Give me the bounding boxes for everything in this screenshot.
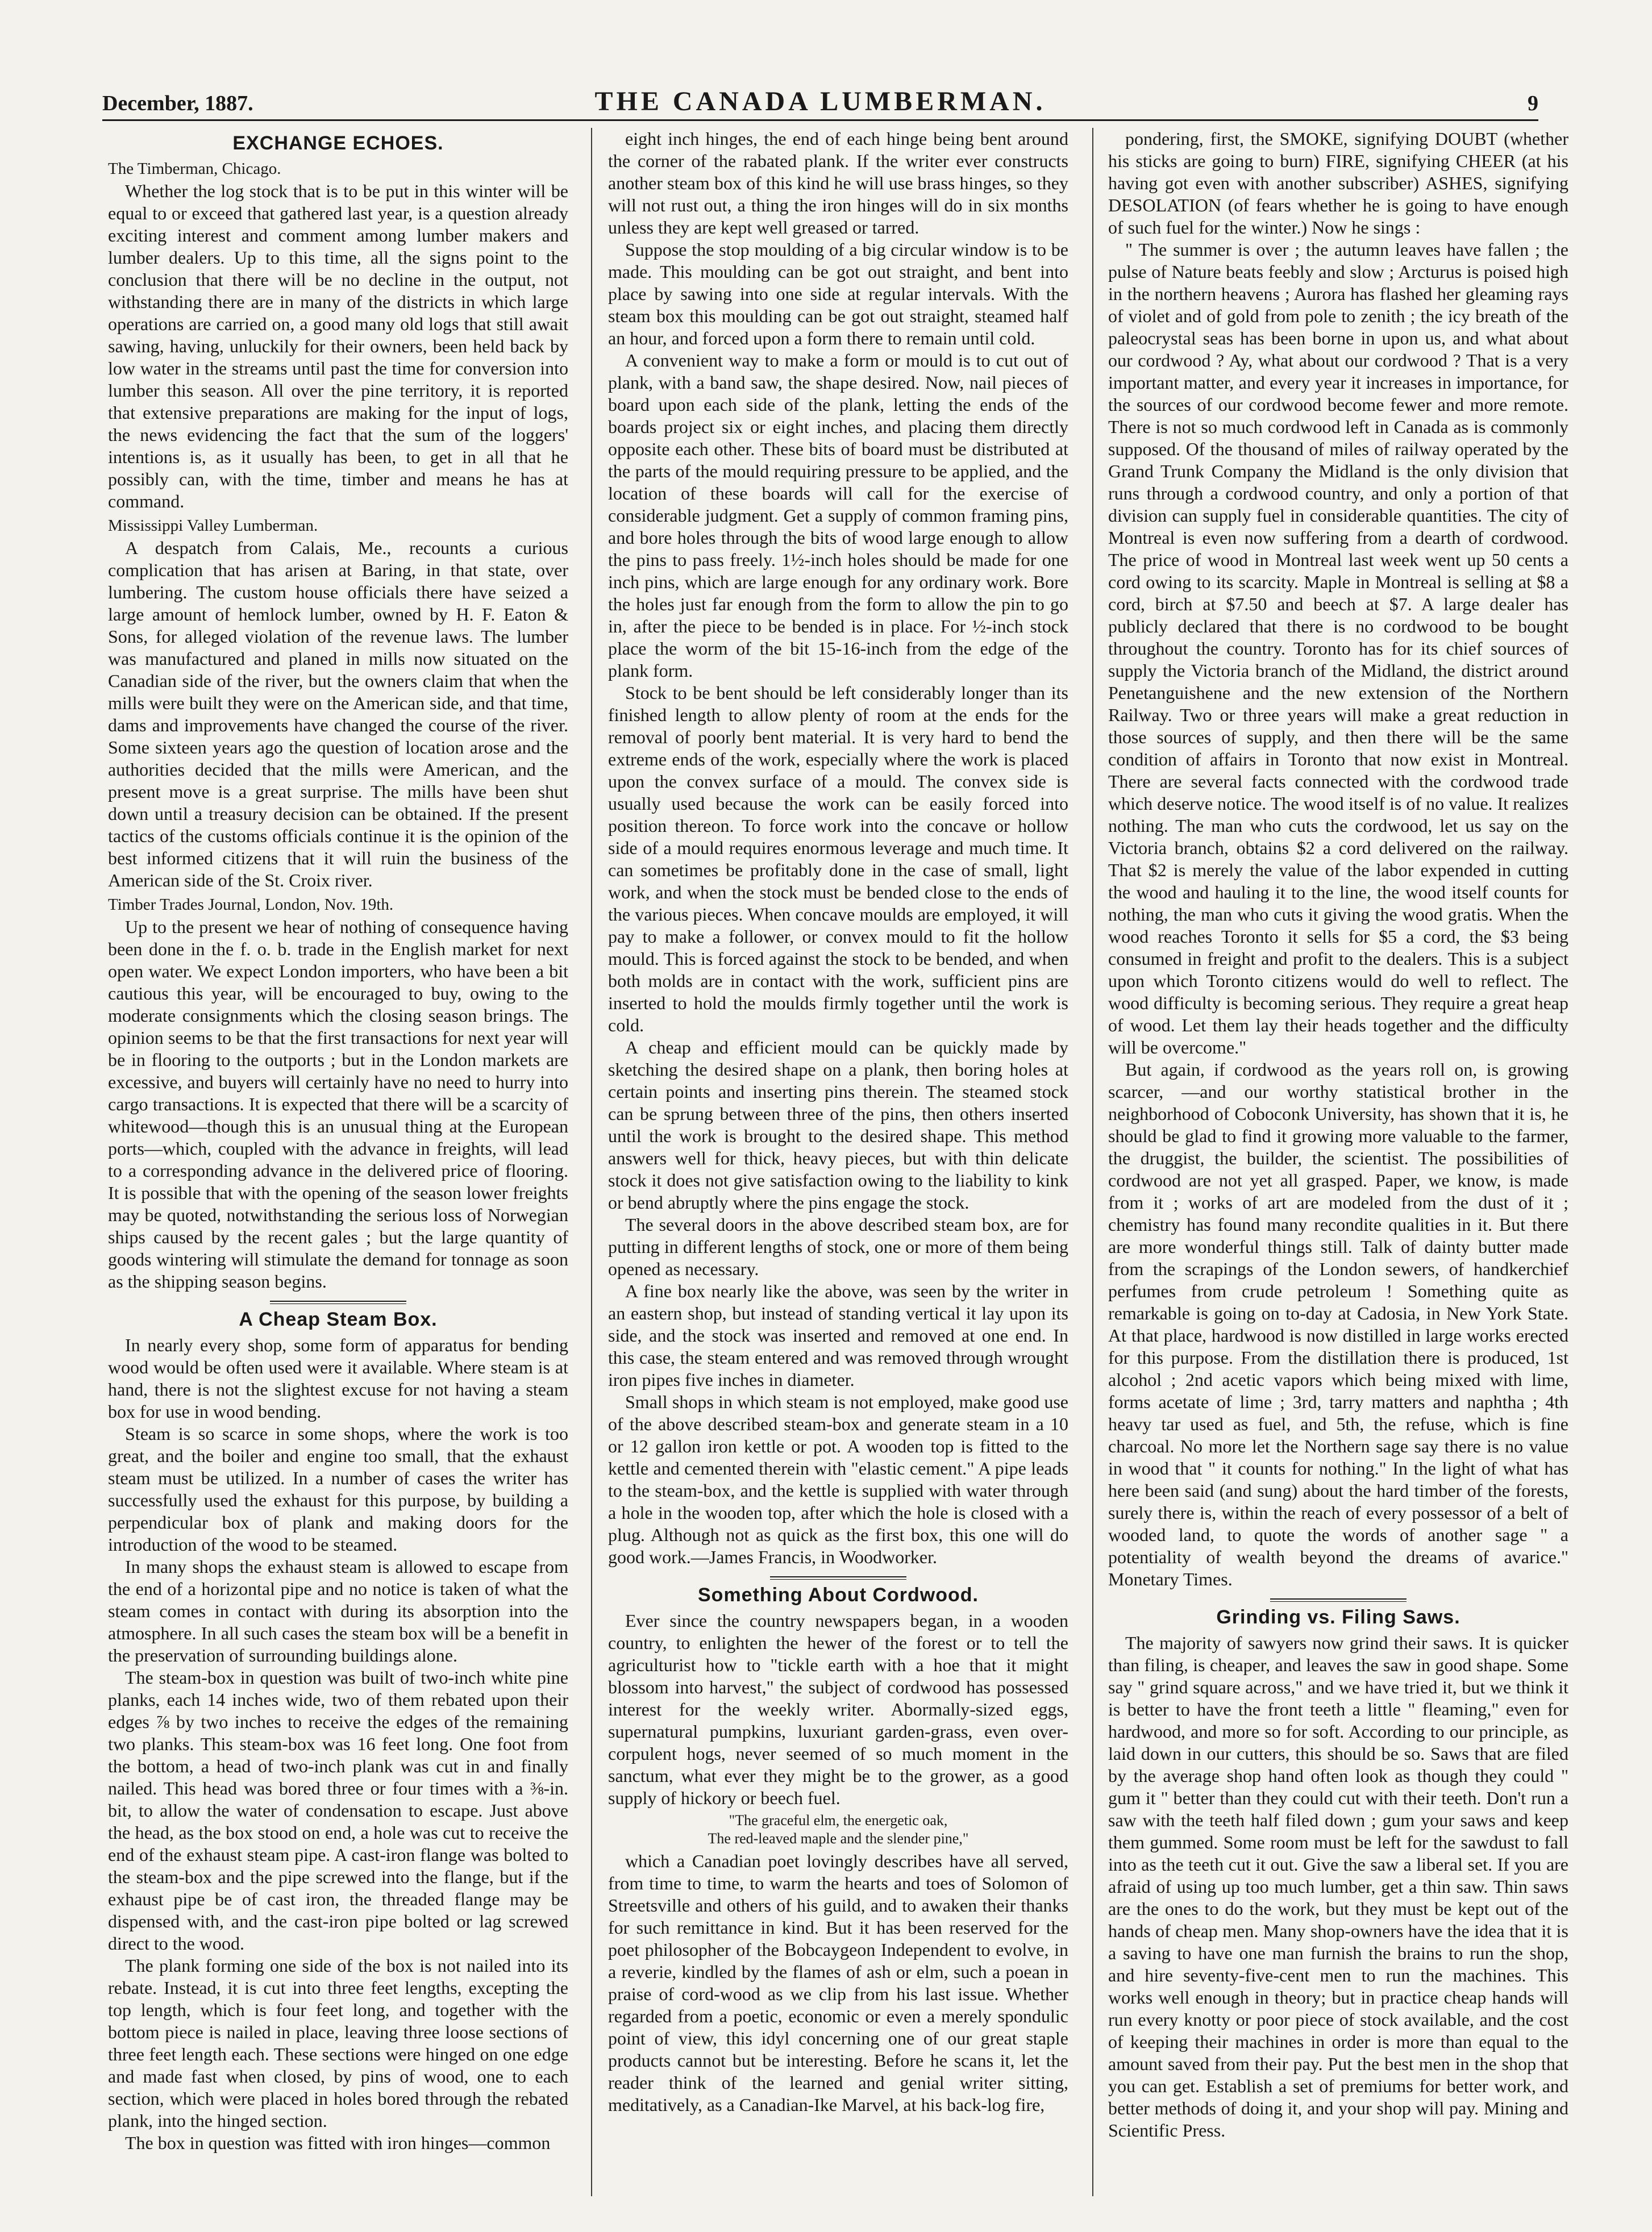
paragraph: pondering, first, the SMOKE, signifying DOUBT (whether his sticks are going to burn) FIRE, signifying CHEER (at his having got even with another subscriber) ASHES, signifying DESOLATION (of fears whether he is going to have enough of such fuel for the winter.) Now he sings :	[1108, 128, 1568, 238]
paragraph: Stock to be bent should be left considerably longer than its finished length to allow plenty of room at the ends for the removal of poorly bent material. It is very hard to bend the extreme ends of the work, especially where the work is placed upon the convex surface of a mould. The convex side is usually used because the work can be easily forced into position thereon. To force work into the concave or hollow side of a mould requires enormous leverage and much time. It can sometimes be profitably done in the case of small, light work, and when the stock must be bended close to the ends of the various pieces. When concave moulds are employed, it will pay to make a follower, or convex mould to fit the hollow mould. This is forced against the stock to be bended, and when both molds are in contact with the work, sufficient pins are inserted to hold the moulds firmly together until the work is cold.	[608, 682, 1068, 1035]
paragraph: The majority of sawyers now grind their saws. It is quicker than filing, is cheaper, and leaves the saw in good shape. Some say " grind square across," and we have tried it, but we think it is better to have the front teeth a little " fleaming," even for hardwood, and more so for soft. According to our principle, as laid down in our cutters, this should be so. Saws that are filed by the average shop hand often look as though they could " gum it " better than they could cut with their teeth. Don't run a saw with the teeth half filed down ; gum your saws and keep them gummed. Some room must be left for the sawdust to fall into as the teeth cut it out. Give the saw a liberal set. If you are afraid of using up too much lumber, get a thin saw. Thin saws are the ones to do the work, but they must be kept out of the hands of cheap men. Many shop-owners have the idea that it is a saving to have one man furnish the brains to run the shop, and hire seventy-five-cent men to run the machines. This works well enough in theory; but in practice cheap hands will run every knotty or poor piece of stock available, and the cost of keeping their machines in order is more than equal to the amount saved from their pay. Put the best men in the shop that you can get. Establish a set of premiums for better work, and better methods of doing it, and your shop will pay. Mining and Scientific Press.	[1108, 1633, 1568, 2141]
paragraph: eight inch hinges, the end of each hinge being bent around the corner of the rabated plank. If the writer ever constructs another steam box of this kind he will use brass hinges, so they will not rust out, a thing the iron hinges will do in six months unless they are kept well greased or tarred.	[608, 128, 1068, 238]
paragraph: In nearly every shop, some form of apparatus for bending wood would be often used were it available. Where steam is at hand, there is not the slightest excuse for not having a steam box for use in wood bending.	[108, 1335, 568, 1422]
column-1	[108, 128, 568, 2196]
issue-date: December, 1887.	[102, 91, 253, 115]
column-2	[608, 128, 1068, 2196]
column-3	[1108, 128, 1568, 2196]
paragraph: A convenient way to make a form or mould is to cut out of plank, with a band saw, the shape desired. Now, nail pieces of board upon each side of the plank, letting the ends of the boards project six or eight inches, and placing them directly opposite each other. These bits of board must be distributed at the parts of the mould requiring pressure to be applied, and the location of these boards will call for the exercise of considerable judgment. Get a supply of common framing pins, and bore holes through the bits of wood large enough to allow the pins to pass freely. 1½-inch holes should be made for one inch pins, which are large enough for any ordinary work. Bore the holes just far enough from the form to allow the pin to go in, after the piece to be bended is in place. For ½-inch stock place the worm of the bit 15-16-inch from the edge of the plank form.	[608, 350, 1068, 681]
paragraph: The several doors in the above described steam box, are for putting in different lengths of stock, one or more of them being opened as necessary.	[608, 1214, 1068, 1279]
column-rule	[1092, 128, 1093, 2196]
column-rule	[591, 128, 592, 2196]
paragraph: Whether the log stock that is to be put in this winter will be equal to or exceed that gathered last year, is a question already exciting interest and comment among lumber makers and lumber dealers. Up to this time, all the signs point to the conclusion that there will be no decline in the output, not withstanding there are in many of the districts in which large operations are carried on, a good many old logs that still await sawing, having, unluckily for their owners, been held back by low water in the streams until past the time for conversion into lumber this season. All over the pine territory, it is reported that extensive preparations are making for the input of logs, the news evidencing the fact that the sum of the loggers' intentions is, as it usually has been, to get in all that he possibly can, with the time, timber and means he has at command.	[108, 181, 568, 511]
source-line: Mississippi Valley Lumberman.	[108, 517, 318, 535]
section-separator	[270, 1301, 406, 1304]
paragraph: A cheap and efficient mould can be quickly made by sketching the desired shape on a plank, then boring holes at certain points and inserting pins therein. The steamed stock can be sprung between three of the pins, then others inserted until the work is brought to the desired shape. This method answers well for thick, heavy pieces, but with thin delicate stock it does not give satisfaction owing to the liability to kink or bend abruptly where the pins engage the stock.	[608, 1037, 1068, 1213]
source-line: Timber Trades Journal, London, Nov. 19th.	[108, 896, 394, 914]
paragraph: The steam-box in question was built of two-inch white pine planks, each 14 inches wide, two of them rebated upon their edges ⅞ by two inches to receive the edges of the remaining two planks. This steam-box was 16 feet long. One foot from the bottom, a head of two-inch plank was cut in and finally nailed. This head was bored three or four times with a ⅜-in. bit, to allow the water of condensation to escape. Just above the head, as the box stood on end, a hole was cut to receive the end of the exhaust steam pipe. A cast-iron flange was bolted to the steam-box and the pipe screwed into the flange, but if the exhaust pipe be of cast iron, the threaded flange may be dispensed with, and the cast-iron pipe bolted or lag screwed direct to the wood.	[108, 1667, 568, 1954]
page-number: 9	[1528, 91, 1538, 115]
paragraph: In many shops the exhaust steam is allowed to escape from the end of a horizontal pipe and no notice is taken of what the steam comes in contact with during its absorption into the atmosphere. In all such cases the steam box will be a benefit in the preservation of surrounding buildings alone.	[108, 1556, 568, 1665]
paragraph: which a Canadian poet lovingly describes have all served, from time to time, to warm the hearts and toes of Solomon of Streetsville and others of his guild, and to awaken their thanks for such remittance in kind. But it has been reserved for the poet philosopher of the Bobcaygeon Independent to evolve, in a reverie, kindled by the flames of ash or elm, such a poean in praise of cord-wood as we clip from his last issue. Whether regarded from a poetic, economic or even a merely spondulic point of view, this idyl concerning one of our great staple products cannot but be interesting. Before he scans it, let the reader think of the learned and genial writer sitting, meditatively, as a Canadian-Ike Marvel, at his back-log fire,	[608, 1851, 1068, 2115]
article-heading-saws: Grinding vs. Filing Saws.	[1216, 1606, 1460, 1628]
paragraph: The plank forming one side of the box is not nailed into its rebate. Instead, it is cut into three feet lengths, excepting the top length, which is four feet long, and together with the bottom piece is nailed in place, leaving three loose sections of three feet length each. These sections were hinged on one edge and made fast when closed, by pins of wood, one to each section, which were placed in holes bored through the rebated plank, into the hinged section.	[108, 1955, 568, 2131]
paragraph: The box in question was fitted with iron hinges—common	[125, 2133, 551, 2153]
paragraph: Small shops in which steam is not employed, make good use of the above described steam-box and generate steam in a 10 or 12 gallon iron kettle or pot. A wooden top is fitted to the kettle and cemented therein with "elastic cement." A pipe leads to the steam-box, and the kettle is supplied with water through a hole in the wooden top, after which the hole is closed with a plug. Although not as quick as the first box, this one will do good work.—James Francis, in Woodworker.	[608, 1392, 1068, 1567]
source-line: The Timberman, Chicago.	[108, 160, 281, 178]
paragraph: But again, if cordwood as the years roll on, is growing scarcer, —and our worthy statistical brother in the neighborhood of Coboconk University, has shown that it is, he should be glad to find it growing more valuable to the farmer, the druggist, the builder, the scientist. The possibilities of cordwood are not yet all grasped. Paper, we know, is made from it ; works of art are modeled from the dust of it ; chemistry has found many recondite qualities in it. But there are more wonderful things still. Talk of dainty butter made from the scrapings of the London sewers, of handkerchief perfumes from crude petroleum ! Something quite as remarkable is going on to-day at Cadosia, in New York State. At that place, hardwood is now distilled in large works erected for this purpose. From the distillation there is produced, 1st alcohol ; 2nd acetic vapors which being mixed with lime, forms acetate of lime ; 3rd, tarry matters and naphtha ; 4th heavy tar used as fuel, and 5th, the refuse, which is fine charcoal. No more let the Northern sage say there is no value in wood that " it counts for nothing." In the light of what has here been said (and sung) about the hard timber of the forests, surely there is, within the reach of every possessor of a belt of wooded land, to quote the words of another sage " a potentiality of wealth beyond the dreams of avarice." Monetary Times.	[1108, 1059, 1568, 1589]
article-heading-cordwood: Something About Cordwood.	[698, 1584, 979, 1606]
section-heading-exchange-echoes: EXCHANGE ECHOES.	[232, 132, 444, 154]
paragraph: " The summer is over ; the autumn leaves have fallen ; the pulse of Nature beats feebly and slow ; Arcturus is poised high in the northern heavens ; Aurora has flashed her gleaming rays of violet and of gold from pole to zenith ; the icy breath of the paleocrystal seas has been borne in upon us, and what about our cordwood ? Ay, what about our cordwood ? That is a very important matter, and every year it increases in importance, for the sources of our cordwood become fewer and more remote. There is not so much cordwood left in Canada as is commonly supposed. Of the thousand of miles of railway operated by the Grand Trunk Company the Midland is the only division that runs through a cordwood country, and only a portion of that division can supply fuel in considerable quantities. The city of Montreal is even now suffering from a dearth of cordwood. The price of wood in Montreal last week went up 50 cents a cord owing to its scarcity. Maple in Montreal is selling at $8 a cord, birch at $7.50 and beech at $7. A large dealer has publicly declared that there is no cordwood to be bought throughout the country. Toronto has for its chief sources of supply the Victoria branch of the Midland, the district around Penetanguishene and the new extension of the Northern Railway. Two or three years will make a great reduction in those sources of supply, and then there will be the same condition of affairs in Toronto that now exist in Montreal. There are several facts connected with the cordwood trade which deserve notice. The wood itself is of no value. It realizes nothing. The man who cuts the cordwood, let us say on the Victoria branch, obtains $2 a cord delivered on the railway. That $2 is merely the value of the labor expended in cutting the wood and hauling it to the line, the wood itself counts for nothing, the man who cuts it giving the wood gratis. When the wood reaches Toronto it sells for $5 a cord, the $3 being consumed in freight and profit to the dealers. This is a subject upon which Toronto citizens would do well to reflect. The wood difficulty is becoming serious. They require a great heap of wood. Let them lay their heads together and the difficulty will be overcome."	[1108, 239, 1568, 1057]
article-heading-steam-box: A Cheap Steam Box.	[239, 1309, 438, 1330]
masthead: THE CANADA LUMBERMAN.	[594, 86, 1046, 116]
verse-quote	[608, 1812, 1068, 1848]
section-separator	[770, 1576, 906, 1580]
paragraph: Steam is so scarce in some shops, where the work is too great, and the boiler and engine too small, that the exhaust steam must be utilized. In a number of cases the writer has successfully used the exhaust for this purpose, by building a perpendicular box of plank and making doors for the introduction of the wood to be steamed.	[108, 1423, 568, 1555]
page-header	[102, 85, 1538, 121]
paragraph: Up to the present we hear of nothing of consequence having been done in the f. o. b. trade in the English market for next open water. We expect London importers, who have been a bit cautious this year, will be encouraged to buy, owing to the moderate consignments which the closing season brings. The opinion seems to be that the first transactions for next year will be in flooring to the outports ; but in the London markets are excessive, and buyers will certainly have no need to hurry into cargo transactions. It is expected that there will be a scarcity of whitewood—though this is an unusual thing at the European ports—which, coupled with the advance in freights, will lead to a corresponding advance in the delivered price of flooring. It is possible that with the opening of the season lower freights may be quoted, notwithstanding the serious loss of Norwegian ships caused by the recent gales ; but the large quantity of goods wintering will stimulate the demand for tonnage as soon as the shipping season begins.	[108, 917, 568, 1292]
paragraph: Ever since the country newspapers began, in a wooden country, to enlighten the hewer of the forest or to tell the agriculturist how to "tickle earth with a hoe that it might blossom into harvest," the subject of cordwood has possessed interest for the weekly writer. Abormally-sized eggs, supernatural pumpkins, luxuriant garden-grass, even over-corpulent hogs, never seemed of so much moment in the sanctum, what ever they might be to the grower, as a good supply of hickory or beech fuel.	[608, 1610, 1068, 1808]
paragraph: A despatch from Calais, Me., recounts a curious complication that has arisen at Baring, in that state, over lumbering. The custom house officials there have seized a large amount of hemlock lumber, owned by H. F. Eaton & Sons, for alleged violation of the revenue laws. The lumber was manufactured and planed in mills now situated on the Canadian side of the river, but the owners claim that when the mills were built they were on the American side, and that time, dams and improvements have changed the course of the river. Some sixteen years ago the question of location arose and the authorities decided that the mills were American, and the present move is a great surprise. The mills have been shut down until a treasury decision can be obtained. If the present tactics of the customs officials continue it is the opinion of the best informed citizens that it will ruin the business of the American side of the St. Croix river.	[108, 538, 568, 890]
verse-line: The red-leaved maple and the slender pine,"	[708, 1830, 969, 1847]
section-separator	[1270, 1598, 1407, 1602]
paragraph: A fine box nearly like the above, was seen by the writer in an eastern shop, but instead of standing vertical it lay upon its side, and the stock was inserted and removed at one end. In this case, the steam entered and was removed through wrought iron pipes five inches in diameter.	[608, 1281, 1068, 1390]
verse-line: "The graceful elm, the energetic oak,	[729, 1812, 948, 1829]
paragraph: Suppose the stop moulding of a big circular window is to be made. This moulding can be got out straight, and bent into place by sawing into one side at regular intervals. With the steam box this moulding can be got out straight, steamed half an hour, and forced upon a form there to remain until cold.	[608, 239, 1068, 348]
